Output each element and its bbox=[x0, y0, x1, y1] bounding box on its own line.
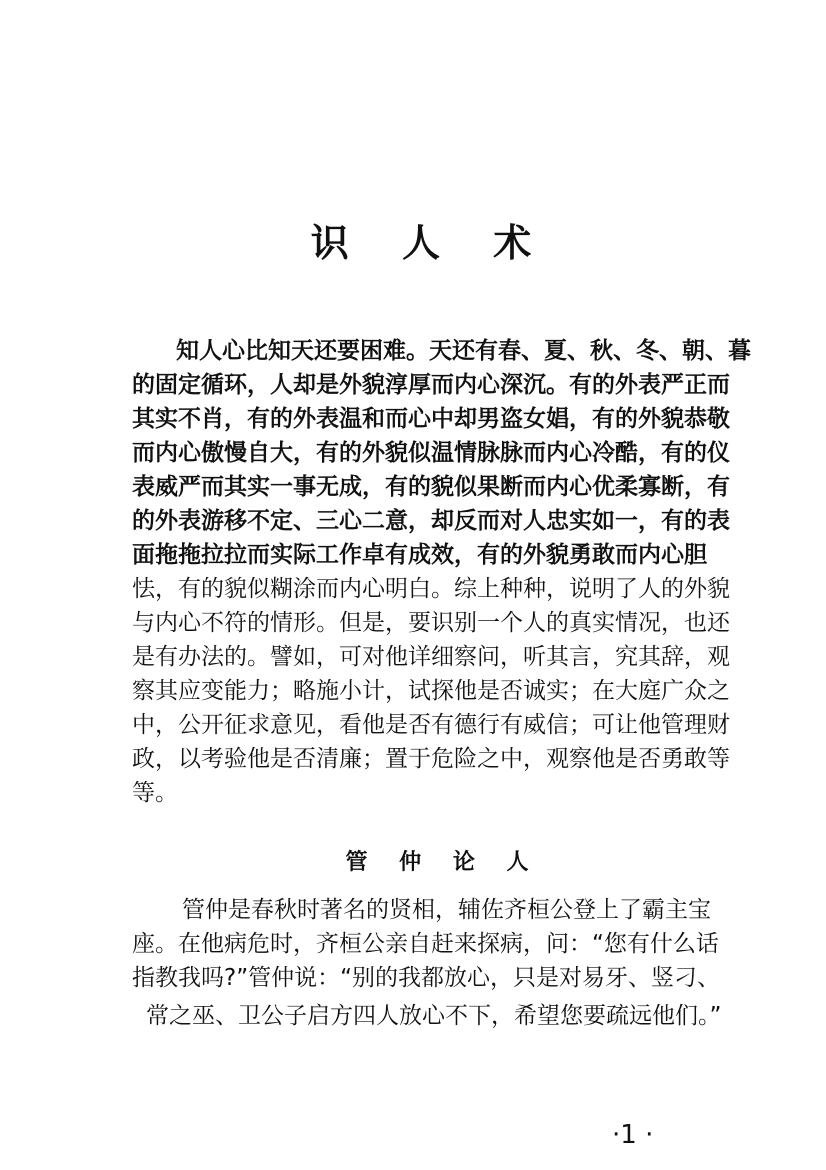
paragraph-line: 面拖拖拉拉而实际工作卓有成效，有的外貌勇敢而内心胆 bbox=[132, 542, 707, 568]
paragraph-line: 察其应变能力；略施小计，试探他是否诚实；在大庭广众之 bbox=[132, 678, 730, 704]
page-title: 识 人 术 bbox=[310, 221, 552, 265]
paragraph-line: 政，以考验他是否清廉；置于危险之中，观察他是否勇敢等 bbox=[132, 746, 730, 772]
paragraph-line: 与内心不符的情形。但是，要识别一个人的真实情况，也还 bbox=[132, 610, 730, 636]
paragraph-line: 等。 bbox=[132, 780, 178, 806]
paragraph-line: 怯，有的貌似糊涂而内心明白。综上种种，说明了人的外貌 bbox=[132, 576, 730, 602]
paragraph-line: 表威严而其实一事无成，有的貌似果断而内心优柔寡断，有 bbox=[132, 474, 730, 500]
paragraph-line: 常之巫、卫公子启方四人放心不下，希望您要疏远他们。” bbox=[146, 1003, 722, 1029]
page-number: ·1 · bbox=[612, 1120, 654, 1150]
paragraph-line: 知人心比知天还要困难。天还有春、夏、秋、冬、朝、暮 bbox=[176, 338, 751, 364]
paragraph-line: 而内心傲慢自大，有的外貌似温情脉脉而内心冷酷，有的仪 bbox=[132, 440, 730, 466]
paragraph-line: 中，公开征求意见，看他是否有德行有威信；可让他管理财 bbox=[132, 712, 730, 738]
paragraph-line: 座。在他病危时，齐桓公亲自赶来探病，问：“您有什么话 bbox=[132, 931, 719, 957]
paragraph-line: 其实不肖，有的外表温和而心中却男盗女娼，有的外貌恭敬 bbox=[132, 406, 730, 432]
paragraph-line: 指教我吗?”管仲说：“别的我都放心，只是对易牙、竖刁、 bbox=[132, 965, 721, 991]
section-heading: 管 仲 论 人 bbox=[345, 850, 541, 875]
paragraph-line: 管仲是春秋时著名的贤相，辅佐齐桓公登上了霸主宝 bbox=[182, 897, 711, 923]
paragraph-line: 的固定循环，人却是外貌淳厚而内心深沉。有的外表严正而 bbox=[132, 372, 730, 398]
paragraph-line: 的外表游移不定、三心二意，却反而对人忠实如一，有的表 bbox=[132, 508, 730, 534]
paragraph-line: 是有办法的。譬如，可对他详细察问，听其言，究其辞，观 bbox=[132, 644, 730, 670]
